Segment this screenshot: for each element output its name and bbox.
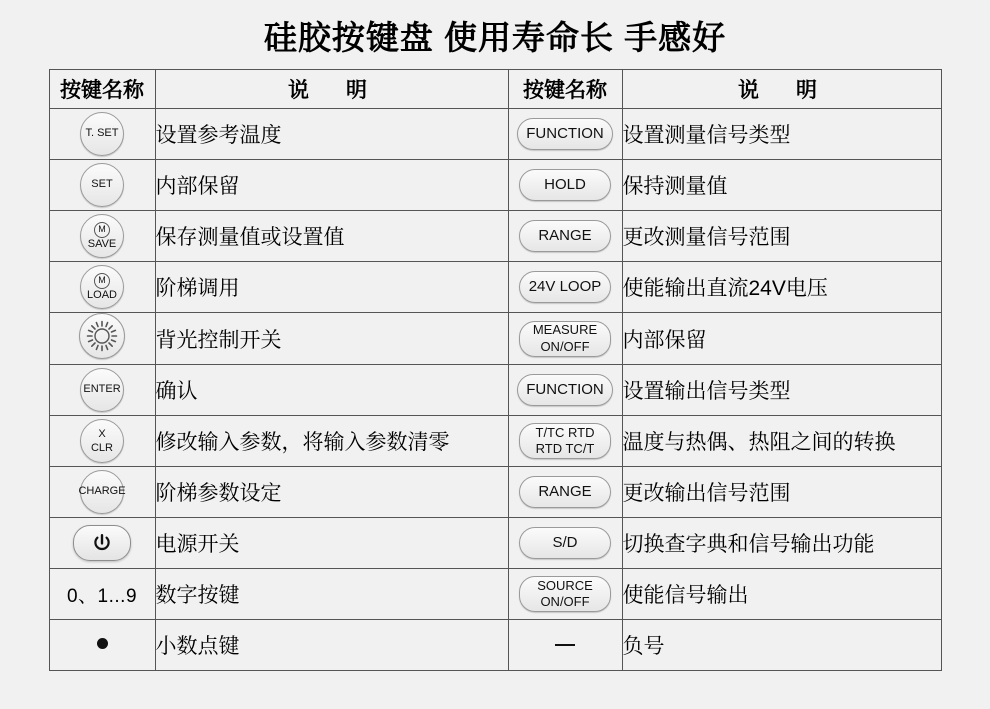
table-row (49, 160, 941, 211)
key-description: 电源开关 (155, 518, 508, 569)
table-header-row (49, 70, 941, 109)
key-tc-rtd-convert[interactable] (519, 423, 611, 459)
table-row (49, 620, 941, 671)
key-m-save[interactable] (80, 214, 124, 258)
key-label: CHARGE (78, 485, 126, 498)
key-charge[interactable] (80, 470, 124, 514)
key-label: RANGE (538, 227, 592, 245)
key-label-line2: CLR (90, 442, 113, 454)
key-description: 数字按键 (155, 569, 508, 620)
key-cell (508, 262, 622, 313)
key-label: RANGE (538, 483, 592, 501)
table-row (49, 467, 941, 518)
key-cell (49, 262, 155, 313)
key-description: 阶梯调用 (155, 262, 508, 313)
key-description: 切换查字典和信号输出功能 (622, 518, 941, 569)
key-m-load[interactable] (80, 265, 124, 309)
key-label: FUNCTION (526, 381, 604, 399)
key-description: 小数点键 (155, 620, 508, 671)
key-description: 温度与热偶、热阻之间的转换 (622, 416, 941, 467)
key-description: 确认 (155, 365, 508, 416)
power-icon (91, 532, 113, 554)
key-label-line1: SOURCE (537, 577, 593, 593)
table-row (49, 262, 941, 313)
key-x-clr[interactable] (80, 419, 124, 463)
key-description: 内部保留 (622, 313, 941, 365)
minus-sign-icon[interactable] (555, 644, 575, 646)
key-label: S/D (552, 534, 578, 552)
table-row (49, 211, 941, 262)
key-description: 更改测量信号范围 (622, 211, 941, 262)
key-enter[interactable] (80, 368, 124, 412)
key-cell (508, 365, 622, 416)
key-description: 负号 (622, 620, 941, 671)
key-cell (508, 109, 622, 160)
key-cell (49, 109, 155, 160)
key-cell (49, 211, 155, 262)
table-row (49, 569, 941, 620)
key-cell (49, 518, 155, 569)
table-row (49, 518, 941, 569)
key-label: T. SET (85, 127, 119, 140)
key-description: 更改输出信号范围 (622, 467, 941, 518)
key-function-measure[interactable] (517, 118, 613, 150)
key-description-table (49, 69, 942, 671)
header-key-name-right: 按键名称 (508, 70, 622, 109)
key-number-keys[interactable]: 0、1...9 (66, 585, 138, 607)
key-label-line1: T/TC RTD (535, 424, 595, 440)
key-cell (49, 620, 155, 671)
key-label: SAVE (87, 237, 117, 250)
key-label: HOLD (544, 176, 586, 194)
page-title: 硅胶按键盘 使用寿命长 手感好 (263, 19, 727, 56)
table-row (49, 109, 941, 160)
table-row (49, 416, 941, 467)
key-t-set[interactable] (80, 112, 124, 156)
key-cell (49, 365, 155, 416)
key-source-on-off[interactable] (519, 576, 611, 612)
key-cell (49, 313, 155, 365)
key-hold[interactable] (519, 169, 611, 201)
key-label: FUNCTION (526, 125, 604, 143)
key-backlight[interactable] (79, 313, 125, 359)
key-description: 保持测量值 (622, 160, 941, 211)
key-cell (508, 160, 622, 211)
key-label: LOAD (87, 288, 117, 301)
key-cell (508, 467, 622, 518)
key-description: 使能信号输出 (622, 569, 941, 620)
key-description: 保存测量值或设置值 (155, 211, 508, 262)
key-label-line2: RTD TC/T (535, 441, 595, 456)
backlight-icon (86, 320, 118, 352)
key-power[interactable] (73, 525, 131, 561)
key-label-line2: ON/OFF (540, 338, 590, 354)
key-description: 背光控制开关 (155, 313, 508, 365)
key-cell (49, 569, 155, 620)
key-cell (508, 569, 622, 620)
key-range-source[interactable] (519, 476, 611, 508)
key-cell (508, 518, 622, 569)
key-measure-on-off[interactable] (519, 321, 611, 357)
key-label-line1: MEASURE (532, 322, 598, 338)
key-description: 设置测量信号类型 (622, 109, 941, 160)
key-s-d[interactable] (519, 527, 611, 559)
header-desc-right: 说 明 (622, 70, 941, 109)
key-cell (49, 160, 155, 211)
key-cell (508, 313, 622, 365)
key-cell (508, 416, 622, 467)
key-cell (49, 416, 155, 467)
key-description: 内部保留 (155, 160, 508, 211)
key-description: 阶梯参数设定 (155, 467, 508, 518)
header-desc-left: 说 明 (155, 70, 508, 109)
table-row (49, 313, 941, 365)
key-cell (508, 211, 622, 262)
key-function-source[interactable] (517, 374, 613, 406)
m-circle-icon: M (94, 273, 110, 289)
key-label-line2: ON/OFF (540, 594, 590, 609)
header-key-name-left: 按键名称 (49, 70, 155, 109)
table-row (49, 365, 941, 416)
key-label: ENTER (83, 383, 121, 396)
key-description: 使能输出直流24V电压 (622, 262, 941, 313)
key-label: SET (91, 178, 113, 191)
key-description: 修改输入参数，将输入参数清零 (155, 416, 508, 467)
m-circle-icon: M (94, 222, 110, 238)
key-set[interactable] (80, 163, 124, 207)
key-24v-loop[interactable] (519, 271, 611, 303)
key-range-measure[interactable] (519, 220, 611, 252)
key-cell (49, 467, 155, 518)
decimal-point-icon[interactable] (97, 638, 108, 649)
key-label: 24V LOOP (528, 278, 602, 296)
key-description: 设置输出信号类型 (622, 365, 941, 416)
key-cell (508, 620, 622, 671)
key-label-line1: X (98, 427, 106, 440)
key-description: 设置参考温度 (155, 109, 508, 160)
